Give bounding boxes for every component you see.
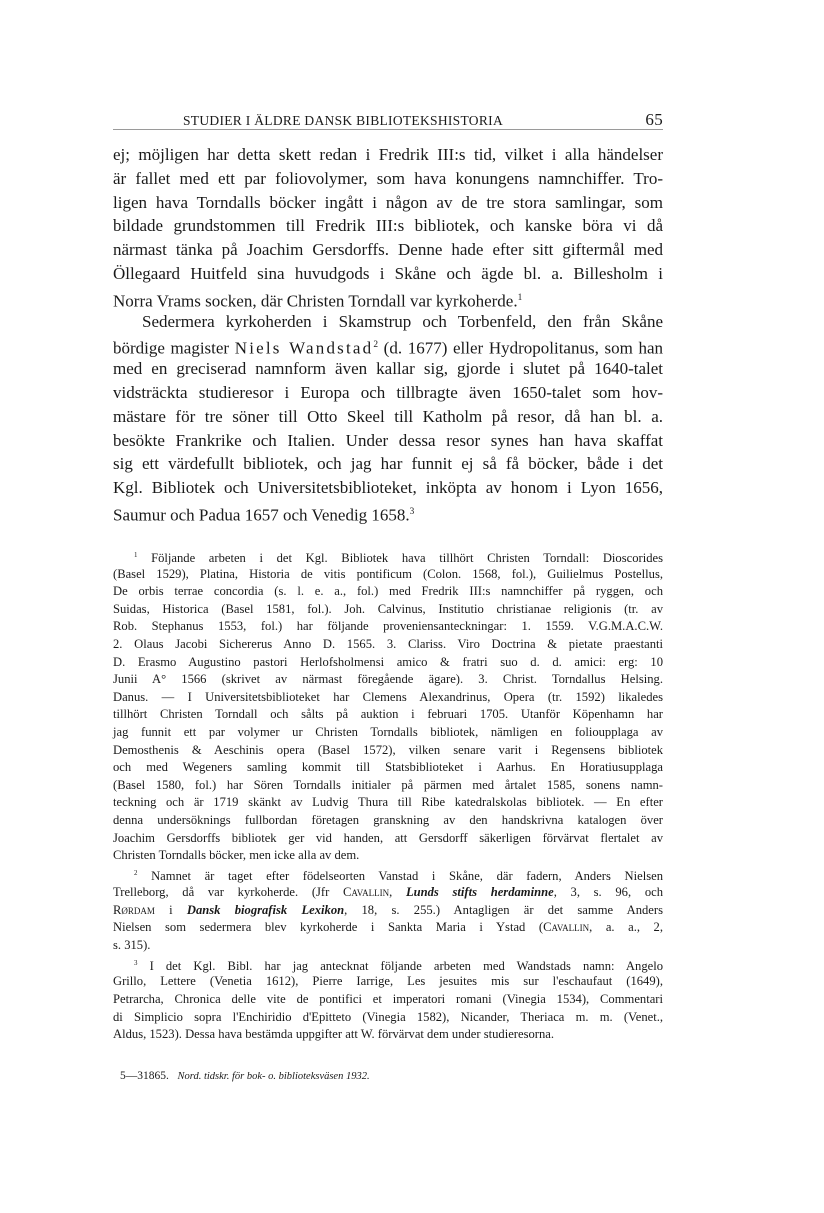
text-segment: Suidas, Historica (Basel 1581, fol.). Joh. Calvinus, Institutio christianae religionis (tr. av bbox=[113, 601, 663, 616]
text-segment: 2. Olaus Jacobi Sichererus Anno D. 1565. 3. Clariss. Viro Doctrina & pietate praestanti bbox=[113, 637, 663, 651]
text-segment: Följande arbeten i det Kgl. Bibliotek hava tillhört Christen Torndall: Dioscorides bbox=[137, 550, 663, 565]
text-segment: D. Erasmo Augustino pastori Herlofsholmensi amico & fratri suo d. d. amici: erg: 10 bbox=[113, 654, 663, 669]
body-line bbox=[113, 407, 663, 427]
text-segment: De orbis terrae concordia (s. l. e. a., fol.) med Fredrik III:s namnchiffer på ryggen, och bbox=[113, 584, 663, 599]
body-line bbox=[113, 216, 663, 236]
text-segment: besökte Frankrike och Italien. Under dessa resor synes han hava skaffat bbox=[113, 430, 663, 450]
text-segment: , 18, s. 255.) Antagligen är det samme Anders bbox=[344, 902, 663, 917]
text-segment: Aldus, 1523). Dessa hava bestämda uppgifter att W. förvärvat dem under studieresorna. bbox=[113, 1027, 555, 1042]
text-segment: Grillo, Lettere (Venetia 1612), Pierre Iarrige, Les jesuites mis sur l'eschaufaut (1649), bbox=[113, 974, 663, 989]
text-segment: teckning och är 1719 skänkt av Ludvig Thura till Ribe katedralskolas bibliotek. — En efter bbox=[113, 795, 663, 810]
running-title: STUDIER I ÄLDRE DANSK BIBLIOTEKSHISTORIA bbox=[183, 113, 503, 128]
text-segment: Norra Vrams socken, där Christen Torndall var kyrkoherde. bbox=[113, 291, 518, 311]
footnote-line bbox=[113, 847, 663, 863]
footnote-line bbox=[113, 884, 663, 900]
text-segment: Kgl. Bibliotek och Universitetsbiblioteket, inköpta av honom i Lyon 1656, bbox=[113, 478, 663, 498]
journal-name: Nord. tidskr. för bok- o. biblioteksväsen 1932. bbox=[177, 1071, 370, 1082]
text-segment: Christen Torndalls böcker, men icke alla av dem. bbox=[113, 848, 360, 863]
sheet-number: 5—31865. bbox=[120, 1070, 169, 1082]
body-line bbox=[113, 264, 663, 284]
text-segment: (d. 1677) eller Hydropolitanus, som han bbox=[378, 338, 663, 358]
footnote-line bbox=[113, 812, 663, 828]
footnote-line bbox=[113, 1026, 663, 1042]
text-segment: är fallet med ett par foliovolymer, som hava konungens namnchiffer. Tro- bbox=[113, 168, 663, 188]
text-segment: , bbox=[389, 884, 406, 899]
footnote-line bbox=[113, 759, 663, 775]
text-segment: , a. a., 2, bbox=[589, 920, 663, 935]
footnote-marker: 1 bbox=[134, 552, 138, 559]
text-segment: Rob. Stephanus 1553, fol.) har följande proveniensanteckningar: 1. 1559. V.G.M.A.C.W. bbox=[113, 619, 663, 634]
footnote-line bbox=[113, 830, 663, 846]
footnote-line bbox=[113, 618, 663, 634]
text-segment: Cavallin bbox=[343, 884, 390, 899]
footnote-marker: 2 bbox=[134, 870, 138, 878]
footnote-marker: 3 bbox=[134, 959, 138, 967]
footnote-line bbox=[113, 636, 663, 652]
text-segment: (Basel 1529), Platina, Historia de vitis pontificum (Colon. 1568, fol.), Guilielmus Postellus, bbox=[113, 566, 663, 581]
body-line bbox=[113, 454, 663, 474]
body-line bbox=[113, 145, 663, 165]
text-segment: Cavallin bbox=[543, 920, 590, 935]
footnote-line bbox=[113, 671, 663, 687]
footnote-line bbox=[113, 794, 663, 810]
text-segment: Sedermera kyrkoherden i Skamstrup och Torbenfeld, den från Skåne bbox=[142, 311, 663, 331]
footnote-line bbox=[134, 866, 663, 884]
text-segment: i bbox=[154, 902, 187, 917]
text-segment: ej; möjligen har detta skett redan i Fredrik III:s tid, vilket i alla händelser bbox=[113, 145, 663, 164]
body-line bbox=[113, 431, 663, 451]
footnote-line bbox=[134, 956, 663, 974]
text-segment: Niels Wandstad bbox=[234, 338, 374, 358]
text-segment: , 3, s. 96, och bbox=[553, 884, 664, 899]
body-line bbox=[113, 478, 663, 498]
text-segment: bildade grundstommen till Fredrik III:s bibliotek, och kanske böra vi då bbox=[113, 216, 663, 236]
footnote-line bbox=[113, 583, 663, 599]
footnote-line bbox=[113, 1009, 663, 1025]
footnote-line bbox=[113, 991, 663, 1007]
text-segment: bördige magister bbox=[113, 338, 235, 358]
footnote-line bbox=[113, 902, 663, 918]
header-rule bbox=[113, 129, 663, 130]
text-segment: närmast tänka på Joachim Gersdorffs. Denne hade efter sitt giftermål med bbox=[113, 240, 663, 260]
footnote-marker: 2 bbox=[373, 340, 379, 351]
footnote-line bbox=[113, 973, 663, 989]
footnote-marker: 3 bbox=[409, 507, 415, 517]
running-header bbox=[113, 110, 663, 130]
text-segment: Namnet är taget efter födelseorten Vanstad i Skåne, där fadern, Anders Nielsen bbox=[137, 869, 663, 884]
text-segment: Öllegaard Huitfeld sina huvudgods i Skåne och ägde bl. a. Billesholm i bbox=[113, 264, 663, 283]
body-line bbox=[113, 335, 663, 359]
footnote-line bbox=[113, 654, 663, 670]
text-segment: sig ett värdefullt bibliotek, och jag har funnit ej så få böcker, både i det bbox=[113, 454, 663, 474]
text-segment: Saumur och Padua 1657 och Venedig 1658. bbox=[113, 505, 410, 525]
footnote-line bbox=[113, 777, 663, 793]
text-segment: Joachim Gersdorffs bibliotek ger vid handen, att Gersdorff säkerligen förvärvat flertalet av bbox=[113, 830, 663, 845]
footnote-line bbox=[113, 689, 663, 705]
text-segment: di Simplicio sopra l'Enchiridio d'Epitteto (Vinegia 1582), Nicander, Theriaca m. m. (Venet., bbox=[113, 1009, 663, 1024]
text-segment: s. 315). bbox=[113, 937, 151, 952]
footnote-line bbox=[113, 566, 663, 582]
footnote-line bbox=[113, 919, 663, 935]
text-segment: med en greciserad namnform även kallar sig, gjorde i slutet på 1640-talet bbox=[113, 359, 663, 379]
body-line bbox=[113, 240, 663, 260]
signature-line bbox=[120, 1070, 370, 1082]
text-segment: I det Kgl. Bibl. har jag antecknat följande arbeten med Wandstads namn: Angelo bbox=[137, 958, 663, 973]
text-segment: (Basel 1580, fol.) har Sören Torndalls initialer på pärmen med årtalet 1585, sonens namn- bbox=[113, 777, 663, 792]
page-number: 65 bbox=[645, 110, 663, 129]
footnote-line bbox=[113, 742, 663, 758]
footnote-line bbox=[113, 937, 663, 953]
text-segment: Lunds stifts herdaminne bbox=[405, 884, 554, 899]
body-line bbox=[113, 383, 663, 403]
body-line bbox=[113, 193, 663, 213]
text-segment: Demosthenis & Aeschinis opera (Basel 1572), vilken senare varit i Regensens bibliotek bbox=[113, 742, 663, 757]
footnote-line bbox=[113, 706, 663, 722]
footnote-line bbox=[113, 724, 663, 740]
footnote-marker: 1 bbox=[517, 292, 523, 303]
text-segment: Junii A° 1566 (skrivet av närmast föregående ägare). 3. Christ. Torndallus Helsing. bbox=[113, 672, 663, 687]
text-segment: Petrarcha, Chronica delle vite de pontifici et imperatori romani (Vinegia 1534), Commentari bbox=[113, 992, 663, 1006]
body-line bbox=[113, 359, 663, 379]
body-line bbox=[142, 312, 663, 332]
footnote-line bbox=[134, 548, 663, 566]
text-segment: denna undersöknings fullbordan företagen granskning av den handskrivna katalogen över bbox=[113, 813, 663, 827]
text-segment: Nielsen som sedermera blev kyrkoherde i Sankta Maria i Ystad ( bbox=[113, 920, 544, 935]
text-segment: Dansk biografisk Lexikon bbox=[186, 902, 345, 917]
text-segment: mästare för tre söner till Otto Skeel till Katholm på resor, då han bl. a. bbox=[113, 406, 663, 426]
body-line bbox=[113, 502, 663, 526]
text-segment: jag funnit ett par volymer ur Christen Torndalls bibliotek, nämligen en folioupplaga av bbox=[113, 725, 663, 739]
text-segment: Rørdam bbox=[113, 902, 155, 917]
text-segment: Danus. — I Universitetsbiblioteket har Clemens Alexandrinus, Opera (tr. 1592) likaledes bbox=[113, 689, 663, 704]
body-line bbox=[113, 288, 663, 312]
text-segment: ligen hava Torndalls böcker ingått i någon av de tre stora samlingar, som bbox=[113, 192, 663, 212]
text-segment: och med Wegeners samling kommit till Statsbiblioteket i Aarhus. En Horatiusupplaga bbox=[113, 760, 663, 775]
footnote-line bbox=[113, 601, 663, 617]
text-segment: Trelleborg, då var kyrkoherde. (Jfr bbox=[113, 884, 344, 899]
body-line bbox=[113, 169, 663, 189]
text-segment: tillhört Christen Torndall och sålts på auktion i februari 1705. Utanför Köpenhamn har bbox=[113, 707, 663, 722]
text-segment: vidsträckta studieresor i Europa och tillbragte även 1650-talet som hov- bbox=[113, 383, 663, 402]
